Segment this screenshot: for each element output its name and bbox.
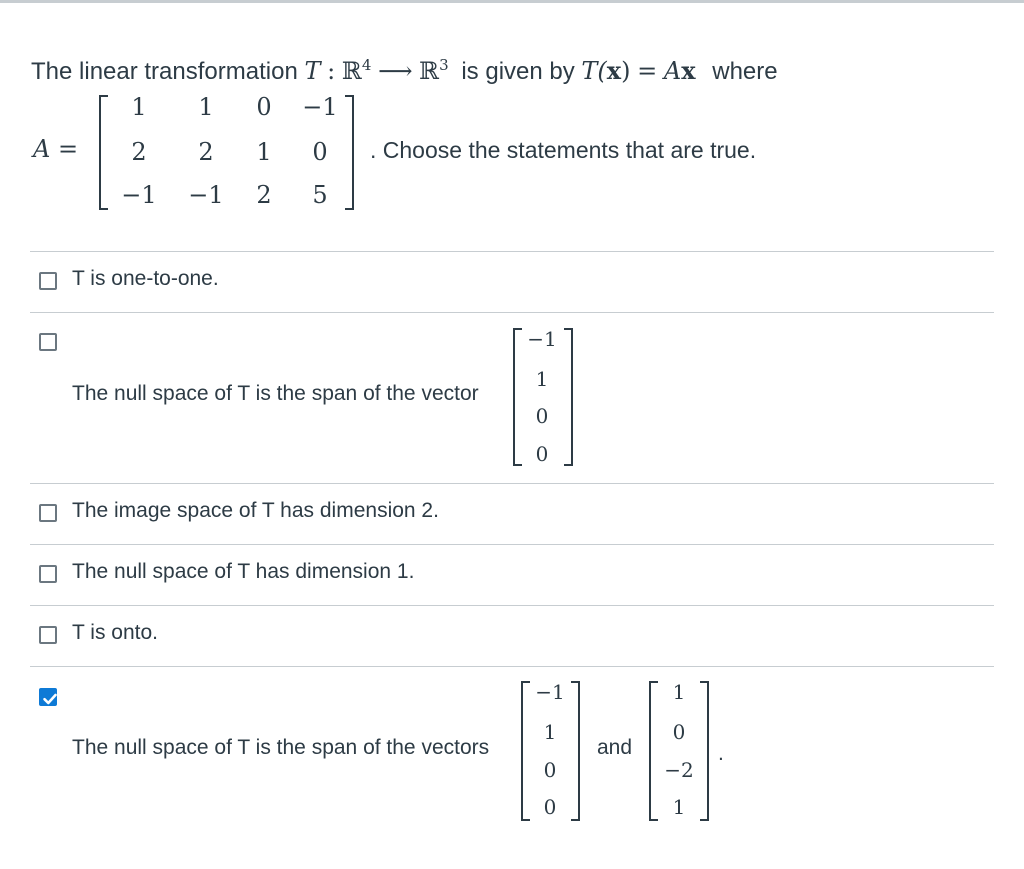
vector-left-bracket	[649, 681, 658, 821]
vector-left-bracket	[521, 681, 530, 821]
checkbox-one-to-one[interactable]	[39, 272, 57, 290]
intro-text: The linear transformation	[31, 58, 298, 85]
matrix-cell: −1	[302, 93, 338, 121]
option-divider	[30, 251, 994, 252]
matrix-cell: 0	[312, 138, 328, 166]
checkmark-icon	[41, 690, 59, 708]
checkbox-image-dimension[interactable]	[39, 504, 57, 522]
checkbox-null-space-single[interactable]	[39, 333, 57, 351]
vector-entry: 0	[535, 404, 549, 428]
domain-dim: 4	[361, 56, 372, 74]
vector-entry: 0	[672, 720, 686, 744]
question-stem	[31, 56, 778, 86]
checkbox-null-dimension[interactable]	[39, 565, 57, 583]
given-text: is given by	[461, 58, 575, 85]
domain-space: ℝ	[341, 57, 362, 85]
option-label: The null space of T is the span of the vector	[72, 382, 479, 405]
colon: :	[327, 57, 336, 85]
vector-joiner: and	[597, 736, 633, 759]
vector-entry: 0	[543, 795, 557, 819]
option-divider	[30, 666, 994, 667]
ax-x: x	[681, 56, 696, 85]
vector-left-bracket	[513, 328, 522, 466]
vector-entry: −1	[535, 680, 565, 704]
matrix-right-bracket	[345, 95, 354, 210]
vector-entry: 1	[672, 795, 686, 819]
option-divider	[30, 544, 994, 545]
vector-entry: −1	[527, 327, 557, 351]
option-label: The null space of T is the span of the vectors	[72, 736, 490, 759]
option-divider	[30, 483, 994, 484]
matrix-cell: 2	[198, 138, 214, 166]
matrix-cell: 1	[256, 138, 272, 166]
option-divider	[30, 312, 994, 313]
option-label: The null space of T has dimension 1.	[72, 560, 415, 583]
vector-right-bracket	[571, 681, 580, 821]
matrix-a-label: A =	[33, 135, 79, 163]
matrix-cell: 1	[131, 93, 147, 121]
vector-entry: 0	[535, 442, 549, 466]
top-border	[0, 0, 1024, 3]
matrix-left-bracket	[99, 95, 108, 210]
vector-right-bracket	[564, 328, 573, 466]
codomain-dim: 3	[439, 56, 449, 74]
vector-right-bracket	[700, 681, 709, 821]
option-label: T is one-to-one.	[72, 267, 219, 290]
vector-entry: 1	[535, 367, 549, 391]
vector-entry: 1	[543, 720, 557, 744]
map-arrow: ⟶	[378, 57, 413, 85]
t-symbol: T	[304, 57, 321, 85]
matrix-cell: 5	[312, 181, 328, 209]
where-text: where	[712, 58, 778, 85]
option-divider	[30, 605, 994, 606]
trailing-period: .	[718, 742, 724, 765]
ax-a: A	[663, 57, 682, 85]
matrix-cell: −1	[121, 181, 157, 209]
choose-instruction: . Choose the statements that are true.	[370, 137, 757, 163]
vector-entry: 1	[672, 680, 686, 704]
matrix-cell: 2	[131, 138, 147, 166]
close-paren: )	[621, 57, 631, 85]
tx-expression: T(	[581, 57, 607, 85]
vector-entry: 0	[543, 758, 557, 782]
option-label: T is onto.	[72, 621, 158, 644]
codomain-space: ℝ	[419, 57, 440, 85]
checkbox-onto[interactable]	[39, 626, 57, 644]
x-bold: x	[606, 56, 622, 85]
checkbox-null-space-two[interactable]	[39, 688, 57, 706]
matrix-cell: 2	[256, 181, 272, 209]
matrix-cell: 0	[256, 93, 272, 121]
vector-entry: −2	[664, 758, 694, 782]
matrix-cell: 1	[198, 93, 214, 121]
matrix-cell: −1	[188, 181, 224, 209]
equals-sign: =	[637, 57, 658, 85]
option-label: The image space of T has dimension 2.	[72, 499, 439, 522]
